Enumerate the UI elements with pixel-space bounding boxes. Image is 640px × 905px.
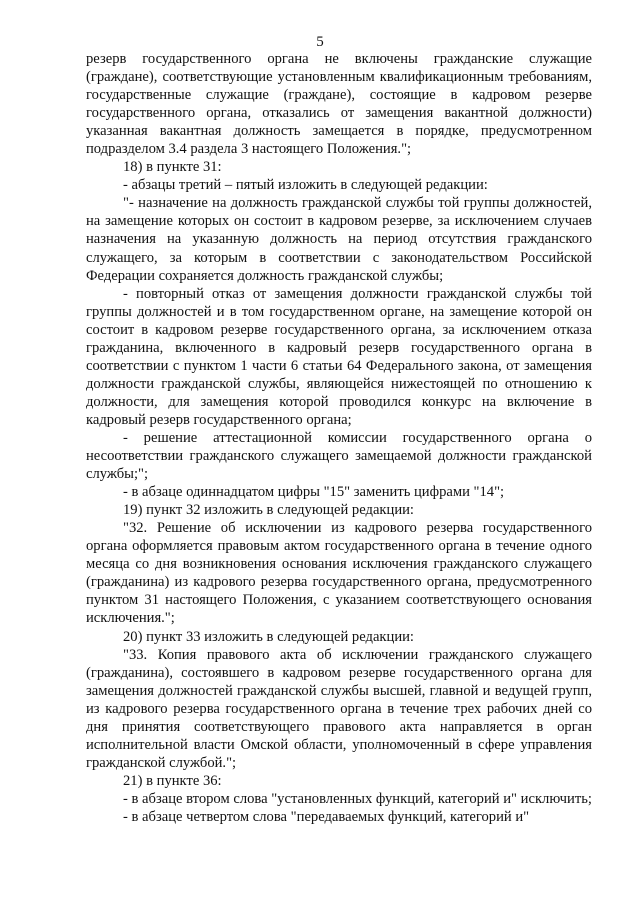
paragraph: - в абзаце одиннадцатом цифры "15" заменить цифрами "14"; xyxy=(123,484,505,501)
paragraph: - в абзаце втором слова "установленных функций, категорий и" исключить; xyxy=(123,790,592,807)
paragraph: "- назначение на должность гражданской службы той группы должностей, на замещение которых он состоит в кадровом резерве, за исключением случаев назначения на указанную должность на период отсутствия гражданского служащего, за которым в соответствии с законодательством Российской Федерации сохраняется должность гражданской службы; xyxy=(86,195,592,284)
page-number: 5 xyxy=(316,34,324,50)
document-body xyxy=(86,50,592,826)
paragraph: - повторный отказ от замещения должности гражданской службы той группы должностей и в том государственном органе, на замещение которой он состоит в кадровом резерве государственного органа, за исключением отказа гражданина, включенного в кадровый резерв государственного органа в соответствии с пунктом 1 части 6 статьи 64 Федерального закона, от замещения должности гражданской службы, являющейся нижестоящей по отношению к должности, для замещения которой проводился конкурс на включение в кадровый резерв государственного органа; xyxy=(86,285,592,428)
paragraph: "32. Решение об исключении из кадрового резерва государственного органа оформляется правовым актом государственного органа в течение одного месяца со дня возникновения основания исключения гражданского служащего (гражданина) из кадрового резерва государственного органа, предусмотренного пунктом 31 настоящего Положения, с указанием соответствующего основания исключения."; xyxy=(86,520,592,627)
paragraph: - абзацы третий – пятый изложить в следующей редакции: xyxy=(123,177,488,194)
paragraph: - в абзаце четвертом слова "передаваемых функций, категорий и" xyxy=(123,808,530,825)
paragraph-item-20: 20) пункт 33 изложить в следующей редакции: xyxy=(123,628,414,645)
paragraph-continuation: резерв государственного органа не включены гражданские служащие (граждане), соответствующие установленным квалификационным требованиям, государственные служащие (граждане), состоящие в кадровом резерве государственного органа, отказались от замещения вакантной должности) указанная вакантная должность замещается в порядке, предусмотренном подразделом 3.4 раздела 3 настоящего Положения."; xyxy=(86,51,592,158)
paragraph: - решение аттестационной комиссии государственного органа о несоответствии гражданского служащего замещаемой должности гражданской службы;"; xyxy=(86,429,592,483)
paragraph-item-18: 18) в пункте 31: xyxy=(123,159,222,176)
paragraph-item-19: 19) пункт 32 изложить в следующей редакции: xyxy=(123,502,414,519)
paragraph: "33. Копия правового акта об исключении гражданского служащего (гражданина), состоявшего в кадровом резерве государственного органа для замещения должностей гражданской службы высшей, главной и ведущей групп, из кадрового резерва государственного органа в течение трех рабочих дней со дня принятия соответствующего правового акта направляется в орган исполнительной власти Омской области, уполномоченный в сфере управления гражданской службой."; xyxy=(86,646,592,771)
paragraph-item-21: 21) в пункте 36: xyxy=(123,772,222,789)
